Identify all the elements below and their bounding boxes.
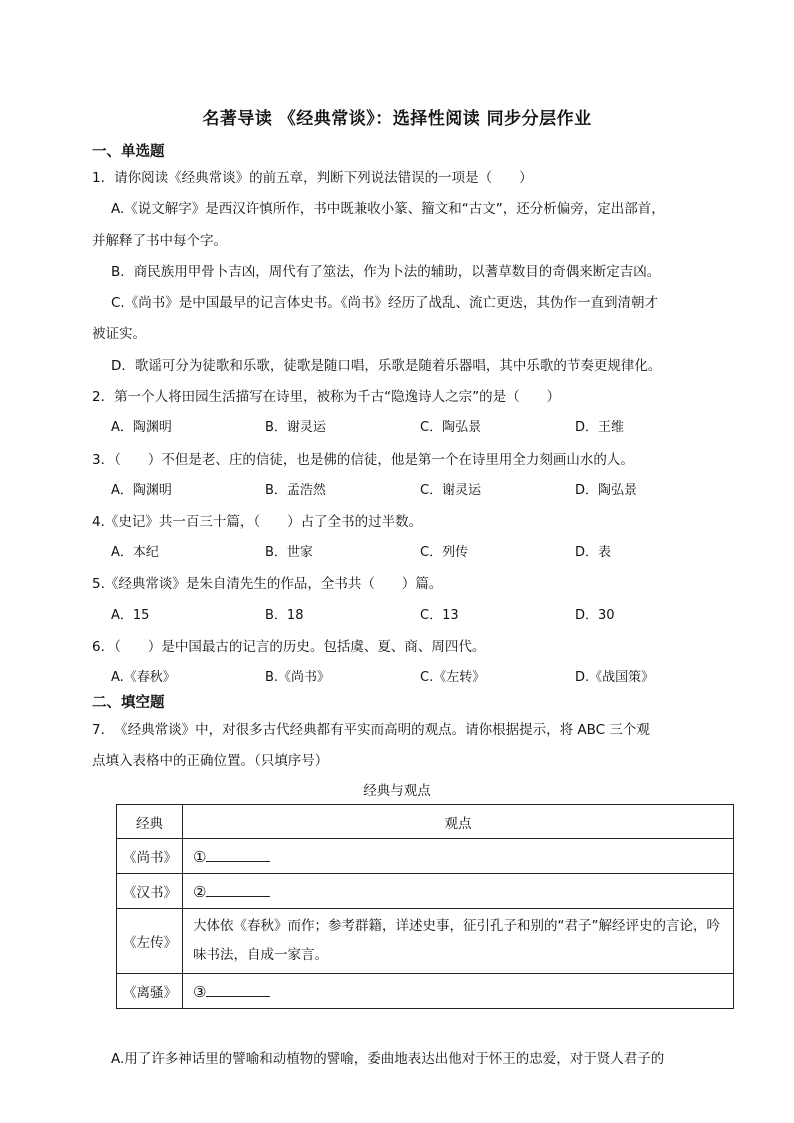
- question-2-option-a: A．陶渊明: [111, 420, 172, 435]
- question-5-option-b: B．18: [265, 608, 304, 623]
- question-3-option-b: B．孟浩然: [265, 483, 326, 498]
- question-4-stem: 4.《史记》共一百三十篇，（ ）占了全书的过半数。: [92, 514, 423, 530]
- question-1-option-a: A.《说文解字》是西汉许慎所作，书中既兼收小篆、籀文和“古文”，还分析偏旁，定出部首，: [111, 201, 665, 217]
- question-1-option-c: C.《尚书》是中国最早的记言体史书。《尚书》经历了战乱、流亡更迭，其伪作一直到清朝才: [111, 295, 658, 311]
- question-3-stem: 3．（ ）不但是老、庄的信徒，也是佛的信徒，他是第一个在诗里用全力刻画山水的人。: [92, 452, 634, 468]
- blank-line: [206, 882, 270, 897]
- blank-line: [206, 982, 270, 997]
- question-1-option-a-cont: 并解释了书中每个字。: [92, 233, 227, 249]
- question-4-option-b: B．世家: [265, 545, 313, 560]
- table-row: [117, 839, 734, 874]
- question-3-option-d: D．陶弘景: [575, 483, 638, 498]
- question-4-option-c: C．列传: [420, 545, 469, 560]
- question-7-option-a: A.用了许多神话里的譬喻和动植物的譬喻，委曲地表达出他对于怀王的忠爱，对于贤人君子的: [111, 1051, 665, 1067]
- row-viewpoint-zuozhuan: 大体依《春秋》而作；参考群籍，详述史事，征引孔子和别的“君子”解经评史的言论，吟味书法，自成一家言。: [183, 909, 734, 974]
- question-2-stem: 2．第一个人将田园生活描写在诗里，被称为千古“隐逸诗人之宗”的是（ ）: [92, 389, 561, 405]
- header-viewpoint: 观点: [183, 805, 734, 839]
- table-row: [117, 974, 734, 1009]
- question-6-stem: 6．（ ）是中国最古的记言的历史。包括虞、夏、商、周四代。: [92, 639, 486, 655]
- question-3-option-a: A．陶渊明: [111, 483, 172, 498]
- answer-blank-2[interactable]: [183, 874, 734, 909]
- question-3-option-c: C．谢灵运: [420, 483, 482, 498]
- question-2-option-b: B．谢灵运: [265, 420, 326, 435]
- question-5-stem: 5.《经典常谈》是朱自清先生的作品，全书共（ ）篇。: [92, 576, 443, 592]
- table-row: [117, 909, 734, 974]
- blank-marker-3: ③: [193, 982, 207, 1001]
- question-5-option-a: A．15: [111, 608, 150, 623]
- question-1-stem: 1．请你阅读《经典常谈》的前五章，判断下列说法错误的一项是（ ）: [92, 170, 533, 186]
- question-7-stem: 7． 《经典常谈》中，对很多古代经典都有平实而高明的观点。请你根据提示，将 ABC 三个观: [92, 722, 650, 738]
- question-4-option-d: D．表: [575, 545, 612, 560]
- question-5-option-c: C．13: [420, 608, 459, 623]
- answer-blank-1[interactable]: [183, 839, 734, 874]
- question-1-option-c-cont: 被证实。: [92, 326, 146, 342]
- table-caption: 经典与观点: [363, 783, 431, 799]
- row-book-shangshu: 《尚书》: [117, 839, 183, 874]
- table-header-row: [117, 805, 734, 839]
- classics-viewpoint-table: [116, 804, 734, 1009]
- header-classic: 经典: [117, 805, 183, 839]
- question-4-option-a: A．本纪: [111, 545, 159, 560]
- question-6-option-a: A.《春秋》: [111, 670, 176, 685]
- question-6-option-b: B.《尚书》: [265, 670, 331, 685]
- row-book-lisao: 《离骚》: [117, 974, 183, 1009]
- blank-marker-2: ②: [193, 882, 207, 901]
- blank-line: [206, 847, 270, 862]
- page-title: 名著导读 《经典常谈》：选择性阅读 同步分层作业: [202, 109, 592, 129]
- answer-blank-3[interactable]: [183, 974, 734, 1009]
- section-heading-fill-blank: 二、填空题: [92, 695, 165, 711]
- question-5-option-d: D．30: [575, 608, 615, 623]
- section-heading-single-choice: 一、单选题: [92, 144, 165, 160]
- question-1-option-b: B．商民族用甲骨卜吉凶，周代有了筮法，作为卜法的辅助，以蓍草数目的奇偶来断定吉凶。: [111, 264, 661, 280]
- row-book-zuozhuan: 《左传》: [117, 909, 183, 974]
- question-7-stem-cont: 点填入表格中的正确位置。（只填序号）: [92, 753, 329, 769]
- blank-marker-1: ①: [193, 847, 207, 866]
- question-2-option-d: D．王维: [575, 420, 625, 435]
- row-book-hanshu: 《汉书》: [117, 874, 183, 909]
- question-1-option-d: D．歌谣可分为徒歌和乐歌，徒歌是随口唱，乐歌是随着乐器唱，其中乐歌的节奏更规律化。: [111, 358, 662, 374]
- table-row: [117, 874, 734, 909]
- question-6-option-d: D.《战国策》: [575, 670, 655, 685]
- question-2-option-c: C．陶弘景: [420, 420, 482, 435]
- question-6-option-c: C.《左转》: [420, 670, 486, 685]
